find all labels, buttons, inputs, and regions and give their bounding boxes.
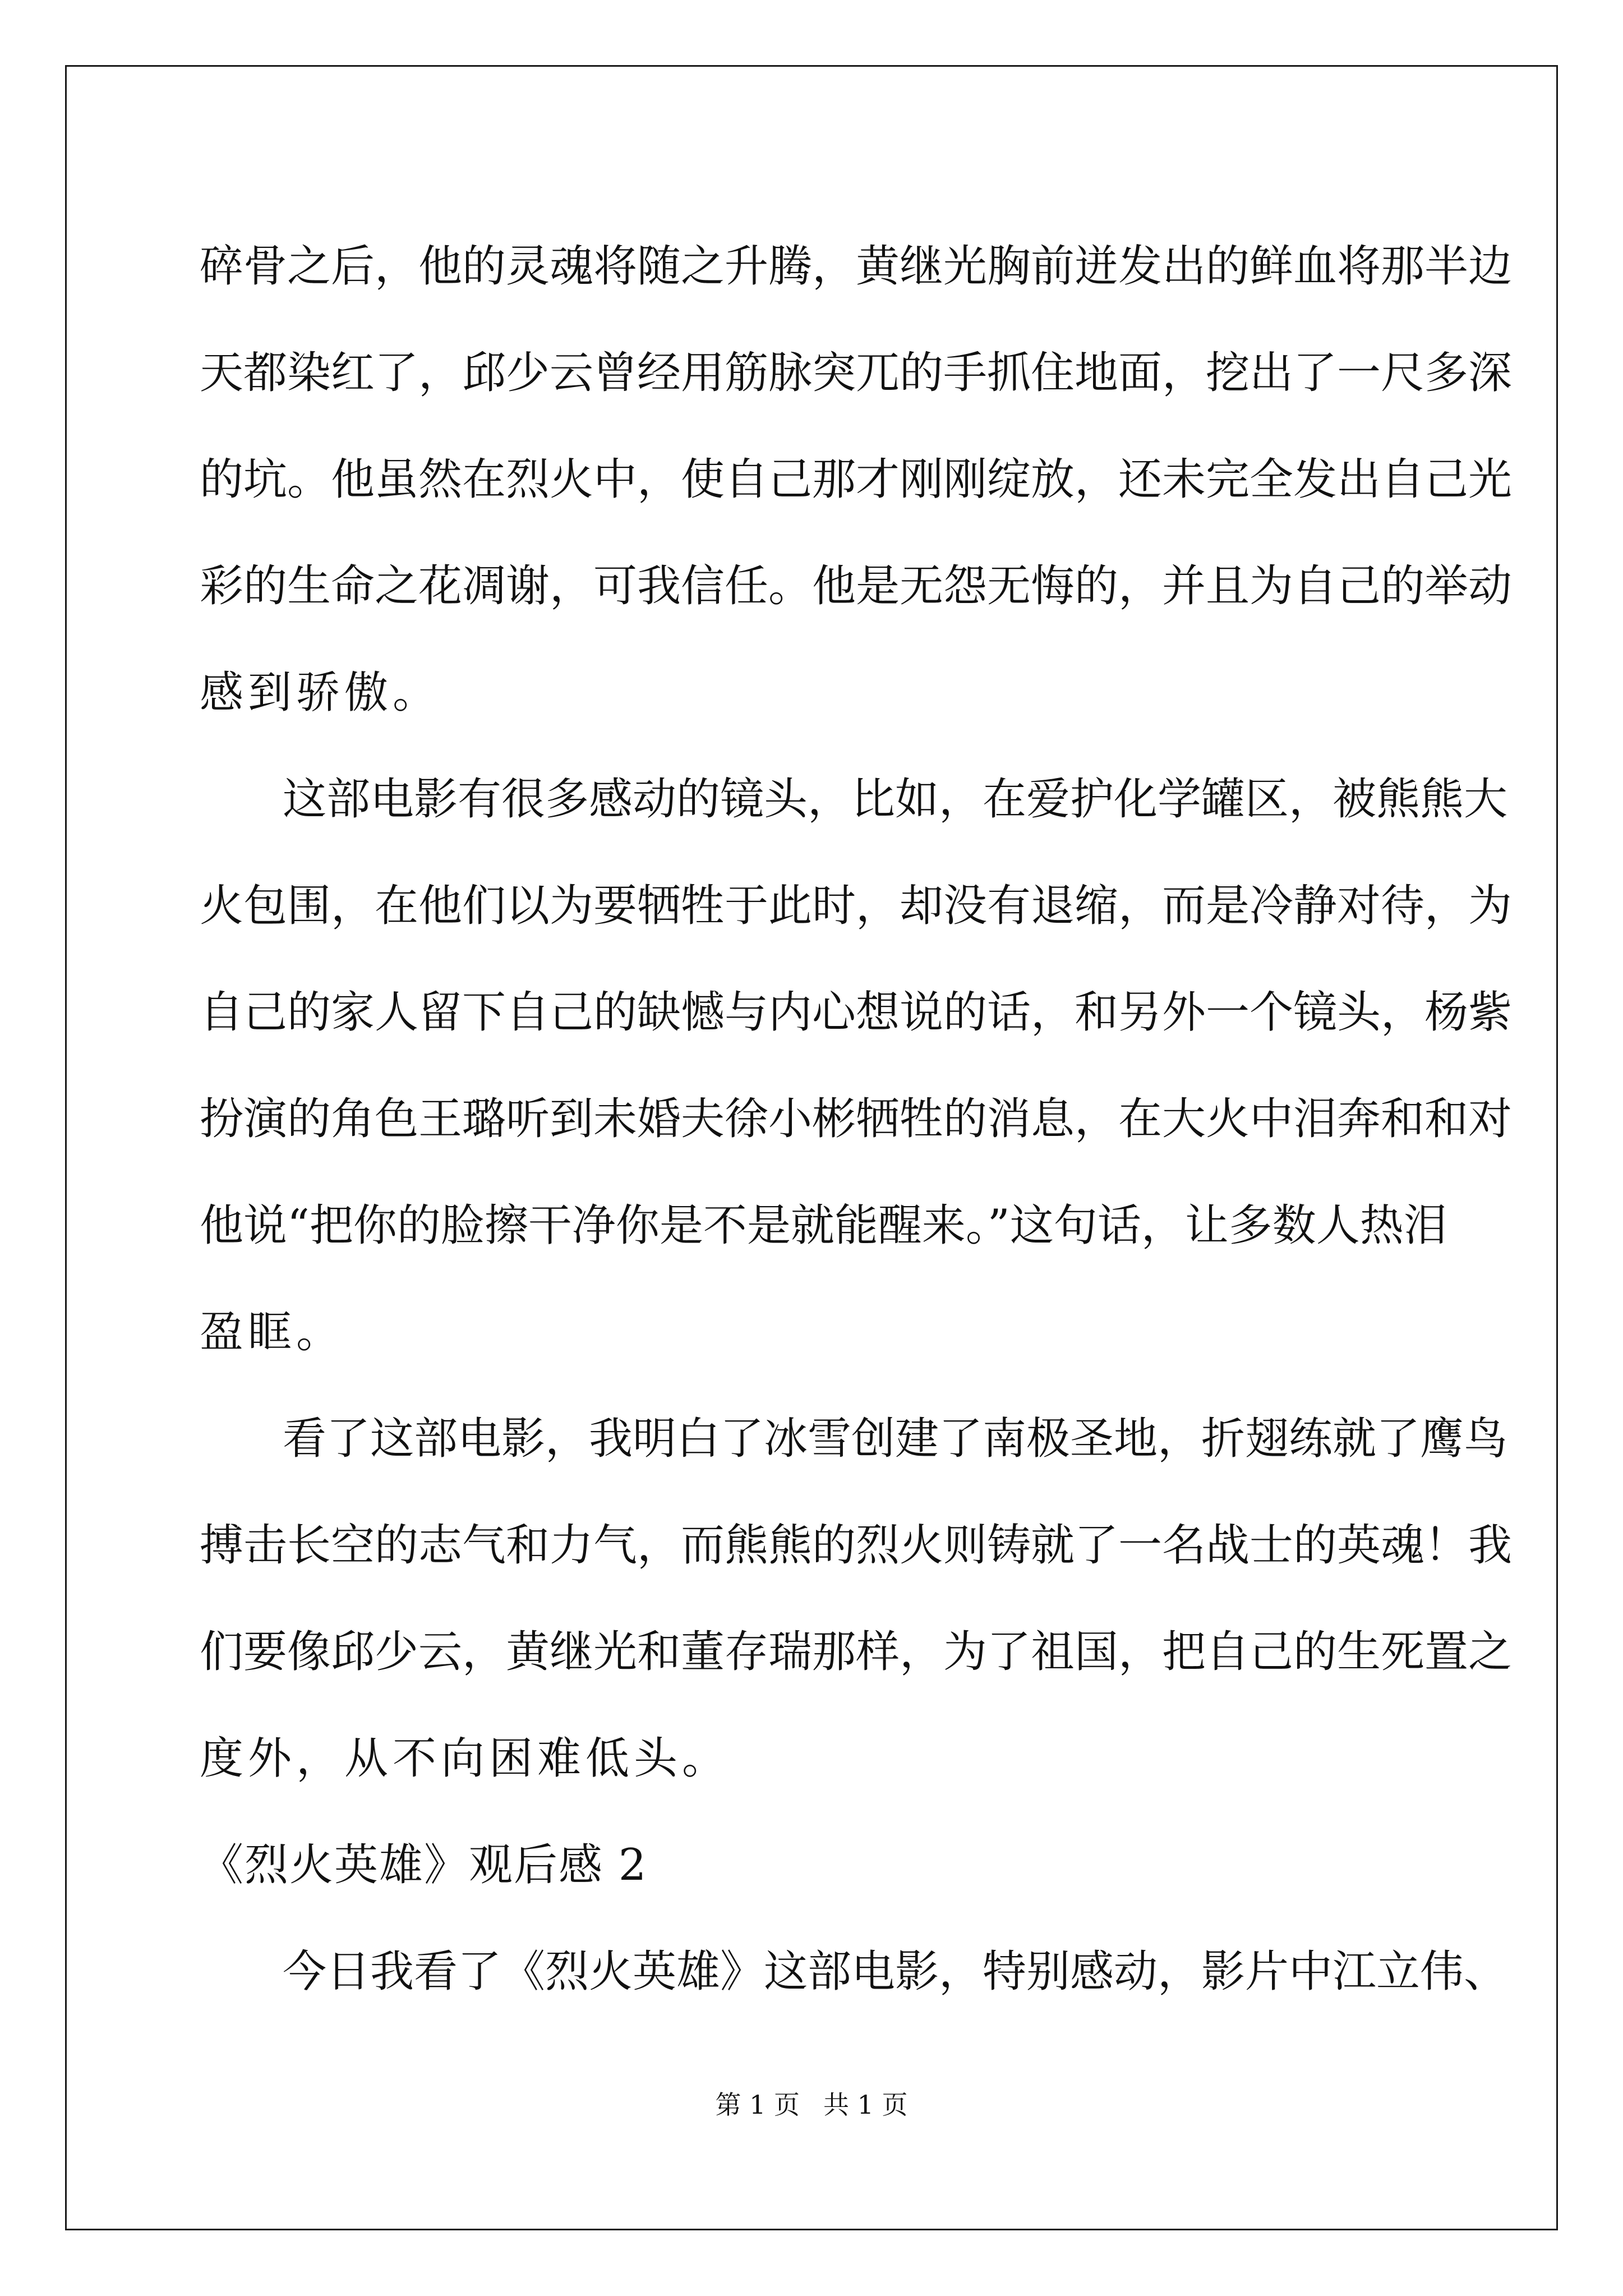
paragraph-line: 自己的家人留下自己的缺憾与内心想说的话，和另外一个镜头，杨紫 bbox=[200, 987, 1513, 1038]
paragraph-line: 碎骨之后，他的灵魂将随之升腾，黄继光胸前迸发出的鲜血将那半边 bbox=[200, 241, 1513, 292]
paragraph-line: 盈眶。 bbox=[200, 1307, 345, 1358]
page-footer bbox=[0, 2088, 1623, 2122]
paragraph-line: 火包围，在他们以为要牺牲于此时，却没有退缩，而是冷静对待，为 bbox=[200, 881, 1513, 931]
paragraph-line: 今日我看了《烈火英雄》这部电影，特别感动，影片中江立伟、 bbox=[283, 1947, 1508, 1997]
paragraph-line: 感到骄傲。 bbox=[200, 668, 441, 718]
paragraph-line: 搏击长空的志气和力气，而熊熊的烈火则铸就了一名战士的英魂！我 bbox=[200, 1520, 1513, 1571]
paragraph-line: 这部电影有很多感动的镜头，比如，在爱护化学罐区，被熊熊大 bbox=[283, 774, 1508, 825]
paragraph-line: 度外，从不向困难低头。 bbox=[200, 1733, 731, 1784]
paragraph-line: 天都染红了，邱少云曾经用筋脉突兀的手抓住地面，挖出了一尺多深 bbox=[200, 348, 1513, 398]
paragraph-line: 看了这部电影，我明白了冰雪创建了南极圣地，折翅练就了鹰鸟 bbox=[283, 1414, 1508, 1464]
paragraph-line: 彩的生命之花凋谢，可我信任。他是无怨无悔的，并且为自己的举动 bbox=[200, 561, 1513, 611]
paragraph-line: 他说“把你的脸擦干净你是不是就能醒来。”这句话，让多数人热泪 bbox=[200, 1200, 1447, 1251]
page-total: 共 1 页 bbox=[823, 2090, 908, 2120]
page-number: 第 1 页 bbox=[715, 2090, 800, 2120]
document-body bbox=[200, 213, 1513, 2025]
paragraph-line: 们要像邱少云，黄继光和董存瑞那样，为了祖国，把自己的生死置之 bbox=[200, 1627, 1513, 1677]
paragraph-line: 的坑。他虽然在烈火中，使自己那才刚刚绽放，还未完全发出自己光 bbox=[200, 454, 1513, 505]
section-heading: 《烈火英雄》观后感 2 bbox=[200, 1840, 648, 1890]
paragraph-line: 扮演的角色王璐听到未婚夫徐小彬牺牲的消息，在大火中泪奔和和对 bbox=[200, 1094, 1513, 1144]
